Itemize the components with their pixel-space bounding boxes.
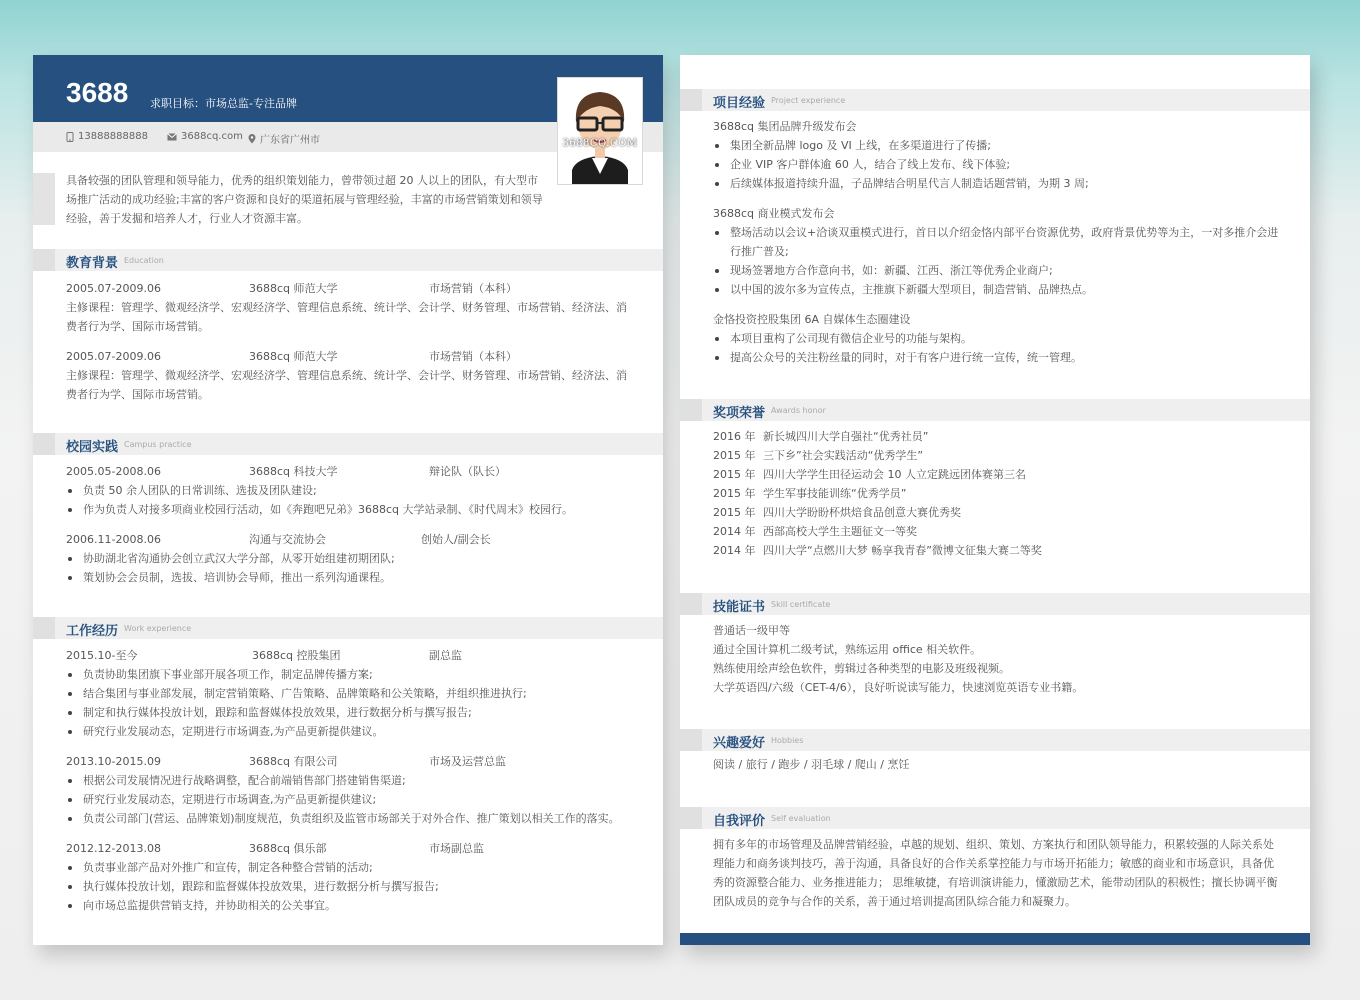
work-list: [66, 646, 636, 915]
hobbies-text: 阅读 / 旅行 / 跑步 / 羽毛球 / 爬山 / 烹饪: [713, 758, 910, 771]
edu-school: 3688cq 师范大学: [249, 350, 338, 363]
campus-role: 辩论队（队长）: [429, 465, 506, 478]
section-title: 工作经历: [66, 624, 119, 639]
work-role: 市场及运营总监: [429, 755, 506, 768]
section-subtitle: Hobbies: [771, 736, 804, 745]
summary-marker: [33, 173, 55, 225]
work-org: 3688cq 控股集团: [252, 649, 341, 662]
project-entry: [713, 204, 1279, 299]
work-entry: [66, 839, 636, 915]
project-entry: [713, 310, 1279, 367]
bullet-item: 集团全新品牌 logo 及 VI 上线，在多渠道进行了传播;: [713, 136, 1279, 155]
section-title: 兴趣爱好: [713, 736, 766, 751]
section-self-eval-header: [680, 807, 1310, 829]
campus-date: 2005.05-2008.06: [66, 465, 161, 478]
bullet-item: 后续媒体报道持续升温，子品牌结合明星代言人制造话题营销，为期 3 周;: [713, 174, 1279, 193]
work-date: 2013.10-2015.09: [66, 755, 161, 768]
resume-page-left: [33, 55, 663, 945]
project-name: 3688cq 集团品牌升级发布会: [713, 120, 857, 133]
edu-date: 2005.07-2009.06: [66, 282, 161, 295]
photo-watermark: 3688CQ.COM: [562, 138, 638, 149]
campus-org: 沟通与交流协会: [249, 533, 326, 546]
section-awards-header: [680, 399, 1310, 421]
email-icon: [167, 133, 177, 141]
edu-desc: 主修课程：管理学、微观经济学、宏观经济学、管理信息系统、统计学、会计学、财务管理、市场营销、经济法、消费者行为学、国际市场营销。: [66, 301, 627, 333]
work-date: 2012.12-2013.08: [66, 842, 161, 855]
section-title: 校园实践: [66, 440, 119, 455]
section-subtitle: Work experience: [124, 624, 192, 633]
bullet-item: 研究行业发展动态，定期进行市场调查,为产品更新提供建议。: [66, 722, 636, 741]
bullet-item: 负责公司部门(营运、品牌策划)制度规范，负责组织及监管市场部关于对外合作、推广策划以相关工作的落实。: [66, 809, 636, 828]
bullet-item: 负责 50 余人团队的日常训练、选拔及团队建设;: [66, 481, 636, 500]
award-year: 2016 年: [713, 430, 756, 443]
award-text: 四川大学“点燃川大梦 畅享我青春”微博文征集大赛二等奖: [763, 544, 1042, 557]
skill-item: 通过全国计算机二级考试，熟练运用 office 相关软件。: [713, 643, 982, 656]
email-item: [167, 131, 243, 142]
award-year: 2014 年: [713, 544, 756, 557]
candidate-name: 3688: [66, 77, 129, 108]
location-text: 广东省广州市: [260, 135, 320, 146]
edu-date: 2005.07-2009.06: [66, 350, 161, 363]
section-title: 项目经验: [713, 96, 766, 111]
section-skills-header: [680, 593, 1310, 615]
work-org: 3688cq 有限公司: [249, 755, 338, 768]
award-text: 学生军事技能训练“优秀学员”: [763, 487, 907, 500]
project-name: 金恪投资控股集团 6A 自媒体生态圈建设: [713, 313, 911, 326]
skill-item: 普通话一级甲等: [713, 624, 790, 637]
section-projects-header: [680, 89, 1310, 111]
section-hobbies-header: [680, 729, 1310, 751]
resume-page-right: [680, 55, 1310, 945]
bullet-item: 协助湖北省沟通协会创立武汉大学分部，从零开始组建初期团队;: [66, 549, 636, 568]
email-text: 3688cq.com: [181, 131, 243, 142]
bullet-item: 策划协会会员制，选拔、培训协会导师，推出一系列沟通课程。: [66, 568, 636, 587]
campus-role: 创始人/副会长: [421, 533, 491, 546]
edu-desc: 主修课程：管理学、微观经济学、宏观经济学、管理信息系统、统计学、会计学、财务管理、市场营销、经济法、消费者行为学、国际市场营销。: [66, 369, 627, 401]
award-text: 四川大学盼盼杯烘焙食品创意大赛优秀奖: [763, 506, 961, 519]
bullet-item: 执行媒体投放计划，跟踪和监督媒体投放效果，进行数据分析与撰写报告;: [66, 877, 636, 896]
section-subtitle: Education: [124, 256, 164, 265]
bullet-item: 结合集团与事业部发展，制定营销策略、广告策略、品牌策略和公关策略，并组织推进执行;: [66, 684, 636, 703]
bullet-item: 作为负责人对接多项商业校园行活动，如《奔跑吧兄弟》3688cq 大学站录制、《时代周末》校园行。: [66, 500, 636, 519]
work-entry: [66, 752, 636, 828]
skill-item: 熟练使用绘声绘色软件，剪辑过各种类型的电影及班级视频。: [713, 662, 1010, 675]
section-work-header: [33, 617, 663, 639]
award-year: 2015 年: [713, 449, 756, 462]
location-pin-icon: [248, 134, 256, 144]
award-text: 四川大学学生田径运动会 10 人立定跳远团体赛第三名: [763, 468, 1026, 481]
edu-major: 市场营销（本科）: [429, 282, 517, 295]
campus-date: 2006.11-2008.06: [66, 533, 161, 546]
edu-major: 市场营销（本科）: [429, 350, 517, 363]
campus-org: 3688cq 科技大学: [249, 465, 338, 478]
section-education-header: [33, 249, 663, 271]
skills-list: [713, 621, 1279, 697]
bullet-item: 提高公众号的关注粉丝量的同时，对于有客户进行统一宣传，统一管理。: [713, 348, 1279, 367]
award-item: [713, 427, 1279, 446]
project-entry: [713, 117, 1279, 193]
bullet-item: 根据公司发展情况进行战略调整，配合前端销售部门搭建销售渠道;: [66, 771, 636, 790]
bullet-item: 向市场总监提供营销支持，并协助相关的公关事宜。: [66, 896, 636, 915]
section-title: 教育背景: [66, 256, 119, 271]
award-item: [713, 465, 1279, 484]
award-item: [713, 522, 1279, 541]
avatar-illustration: [558, 78, 642, 184]
section-title: 技能证书: [713, 600, 766, 615]
job-objective: 求职目标：市场总监-专注品牌: [150, 97, 297, 110]
location-item: [248, 131, 320, 146]
skill-item: 大学英语四/六级（CET-4/6），良好听说读写能力，快速浏览英语专业书籍。: [713, 681, 1084, 694]
awards-list: [713, 427, 1279, 560]
award-item: [713, 446, 1279, 465]
bullet-item: 整场活动以会议+洽谈双重模式进行，首日以介绍金恪内部平台资源优势，政府背景优势等为主，一对多推介会进行推广普及;: [713, 223, 1279, 261]
award-year: 2015 年: [713, 506, 756, 519]
section-title: 自我评价: [713, 814, 766, 829]
campus-entry: [66, 530, 636, 587]
campus-entry: [66, 462, 636, 519]
work-role: 副总监: [429, 649, 462, 662]
award-year: 2014 年: [713, 525, 756, 538]
projects-list: [713, 117, 1279, 367]
phone-item: [66, 131, 148, 142]
education-entry: [66, 279, 636, 336]
bullet-item: 企业 VIP 客户群体逾 60 人，结合了线上发布、线下体验;: [713, 155, 1279, 174]
bullet-item: 负责协助集团旗下事业部开展各项工作，制定品牌传播方案;: [66, 665, 636, 684]
award-text: 三下乡”社会实践活动“优秀学生”: [763, 449, 924, 462]
section-subtitle: Awards honor: [771, 406, 826, 415]
section-subtitle: Skill certificate: [771, 600, 831, 609]
work-entry: [66, 646, 636, 741]
section-title: 奖项荣誉: [713, 406, 766, 421]
award-text: 西部高校大学生主题征文一等奖: [763, 525, 917, 538]
award-item: [713, 503, 1279, 522]
bullet-item: 现场签署地方合作意向书，如：新疆、江西、浙江等优秀企业商户;: [713, 261, 1279, 280]
work-date: 2015.10-至今: [66, 649, 138, 662]
footer-bar: [680, 933, 1310, 945]
section-subtitle: Campus practice: [124, 440, 192, 449]
campus-list: [66, 462, 636, 587]
section-campus-header: [33, 433, 663, 455]
award-year: 2015 年: [713, 468, 756, 481]
award-item: [713, 484, 1279, 503]
edu-school: 3688cq 师范大学: [249, 282, 338, 295]
bullet-item: 本项目重构了公司现有微信企业号的功能与架构。: [713, 329, 1279, 348]
phone-text: 13888888888: [78, 131, 148, 142]
education-entry: [66, 347, 636, 404]
self-eval-text: 拥有多年的市场管理及品牌营销经验，卓越的规划、组织、策划、方案执行和团队领导能力，积累较强的人际关系处理能力和商务谈判技巧，善于沟通，具备良好的合作关系掌控能力与市场开拓能力；敏感的商业和市场意识，具备优秀的资源整合能力、业务推进能力； 思维敏捷，有培训演讲能力，懂激励艺术，能带动团队的积极性；擅长协调平衡团队成员的竞争与合作的关系，善于通过培训提高团队综合能力和凝聚力。: [713, 838, 1278, 908]
award-text: 新长城四川大学自强社“优秀社员”: [763, 430, 929, 443]
phone-icon: [66, 132, 74, 142]
work-role: 市场副总监: [429, 842, 484, 855]
section-subtitle: Project experience: [771, 96, 846, 105]
bullet-item: 负责事业部产品对外推广和宣传，制定各种整合营销的活动;: [66, 858, 636, 877]
section-subtitle: Self evaluation: [771, 814, 831, 823]
bullet-item: 制定和执行媒体投放计划，跟踪和监督媒体投放效果，进行数据分析与撰写报告;: [66, 703, 636, 722]
summary-text: 具备较强的团队管理和领导能力，优秀的组织策划能力，曾带领过超 20 人以上的团队，有大型市场推广活动的成功经验;丰富的客户资源和良好的渠道拓展与管理经验，丰富的市场营销策划和领导经验，善于发掘和培养人才，行业人才资源丰富。: [66, 174, 543, 225]
project-name: 3688cq 商业模式发布会: [713, 207, 835, 220]
award-item: [713, 541, 1279, 560]
avatar-photo: [557, 77, 643, 185]
education-list: [66, 279, 636, 404]
award-year: 2015 年: [713, 487, 756, 500]
bullet-item: 以中国的波尔多为宣传点，主推旗下新疆大型项目，制造营销、品牌热点。: [713, 280, 1279, 299]
work-org: 3688cq 俱乐部: [249, 842, 327, 855]
bullet-item: 研究行业发展动态，定期进行市场调查,为产品更新提供建议;: [66, 790, 636, 809]
